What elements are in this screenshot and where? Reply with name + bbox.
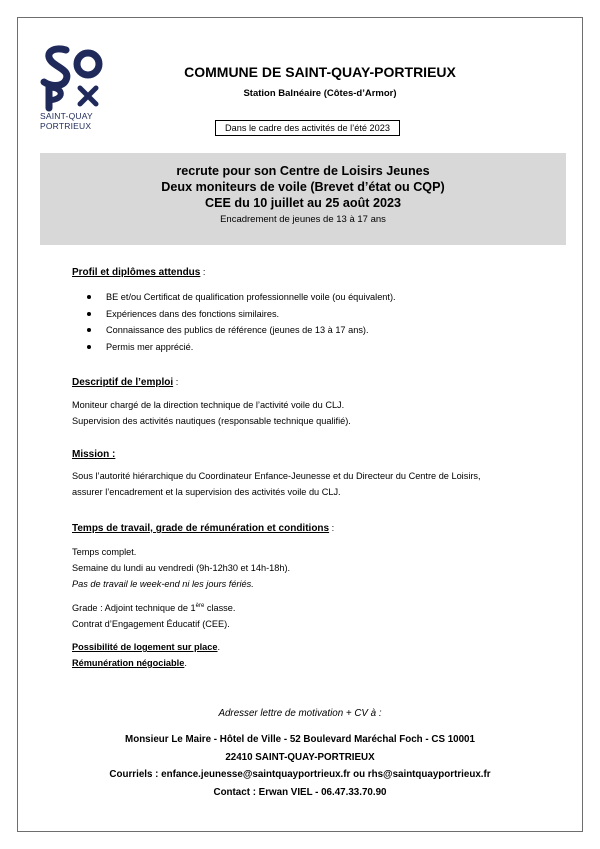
list-item-text: BE et/ou Certificat de qualification professionnelle voile (ou équivalent).: [106, 292, 396, 302]
logo-wordmark: [40, 112, 120, 131]
descriptif-heading-row: [72, 374, 552, 391]
temps-section: [72, 520, 552, 671]
list-item-text: Permis mer apprécié.: [106, 341, 194, 352]
logo-mark-icon: [40, 44, 110, 114]
list-item: [86, 322, 552, 339]
banner-line-4: Encadrement de jeunes de 13 à 17 ans: [220, 214, 386, 225]
profil-list: [86, 289, 552, 355]
list-item-text: Expériences dans des fonctions similaires.: [106, 308, 280, 319]
temps-heading-suffix: :: [329, 523, 335, 533]
descriptif-line-2: Supervision des activités nautiques (responsable technique qualifié).: [72, 416, 351, 426]
temps-line-2: Semaine du lundi au vendredi (9h-12h30 et 14h-18h).: [72, 563, 291, 573]
footer-address-1: Monsieur Le Maire - Hôtel de Ville - 52 Boulevard Maréchal Foch - CS 10001: [125, 734, 475, 745]
remuneration-line: [72, 655, 552, 671]
commune-subtitle: Station Balnéaire (Côtes-d’Armor): [243, 88, 397, 99]
contrat-line: Contrat d’Engagement Éducatif (CEE).: [72, 619, 230, 629]
profil-heading: Profil et diplômes attendus: [72, 267, 201, 278]
bullet-icon: [87, 328, 91, 332]
bullet-icon: [87, 295, 91, 299]
footer-address-2: 22410 SAINT-QUAY-PORTRIEUX: [225, 751, 375, 763]
footer-intro: Adresser lettre de motivation + CV à :: [218, 708, 382, 719]
remuneration-text: Rémunération négociable: [72, 658, 185, 668]
grade-superscript: ère: [195, 603, 205, 609]
footer-emails: Courriels : enfance.jeunesse@saintquayportrieux.fr ou rhs@saintquayportrieux.fr: [109, 769, 491, 780]
logement-text: Possibilité de logement sur place: [72, 642, 218, 652]
remuneration-period: .: [184, 658, 187, 668]
descriptif-line-1: Moniteur chargé de la direction technique de l’activité voile du CLJ.: [72, 400, 345, 410]
logement-period: .: [217, 642, 221, 652]
temps-heading-row: [72, 520, 552, 537]
mission-section: [72, 447, 552, 500]
mission-line-2: assurer l’encadrement et la supervision des activités voile du CLJ.: [72, 487, 341, 497]
list-item: [86, 289, 552, 306]
bullet-icon: [87, 312, 91, 316]
logement-line: [72, 639, 552, 655]
bullet-icon: [87, 345, 91, 349]
commune-title: COMMUNE DE SAINT-QUAY-PORTRIEUX: [184, 64, 456, 80]
descriptif-heading: Descriptif de l’emploi: [72, 377, 174, 388]
footer-contact-block: [40, 731, 560, 801]
temps-line-1: Temps complet.: [72, 547, 137, 557]
profil-heading-suffix: :: [200, 267, 206, 277]
list-item: [86, 306, 552, 323]
descriptif-section: [72, 374, 552, 429]
temps-line-3: Pas de travail le week-end ni les jours fériés.: [72, 579, 254, 589]
profil-heading-row: [72, 264, 552, 281]
descriptif-heading-suffix: :: [173, 377, 179, 387]
banner-line-1: recrute pour son Centre de Loisirs Jeunes: [176, 164, 430, 178]
grade-prefix: Grade : Adjoint technique de 1: [72, 603, 196, 613]
context-box: Dans le cadre des activités de l’été 2023: [215, 120, 400, 136]
logo-line-1: SAINT-QUAY: [40, 111, 93, 121]
mission-line-1: Sous l’autorité hiérarchique du Coordinateur Enfance-Jeunesse et du Directeur du Centre de Loisirs,: [72, 471, 481, 481]
mission-heading: Mission :: [72, 449, 116, 460]
grade-line: [72, 600, 552, 616]
banner-line-3: CEE du 10 juillet au 25 août 2023: [205, 196, 401, 210]
footer-contact: Contact : Erwan VIEL - 06.47.33.70.90: [213, 786, 387, 798]
grade-suffix: classe.: [204, 603, 236, 613]
list-item: [86, 339, 552, 356]
temps-heading: Temps de travail, grade de rémunération et conditions: [72, 523, 330, 534]
profil-section: [72, 264, 552, 355]
list-item-text: Connaissance des publics de référence (jeunes de 13 à 17 ans).: [106, 325, 369, 335]
banner-line-2: Deux moniteurs de voile (Brevet d’état ou CQP): [161, 180, 445, 194]
recruitment-banner: [40, 153, 566, 245]
logo-line-2: PORTRIEUX: [40, 120, 92, 131]
